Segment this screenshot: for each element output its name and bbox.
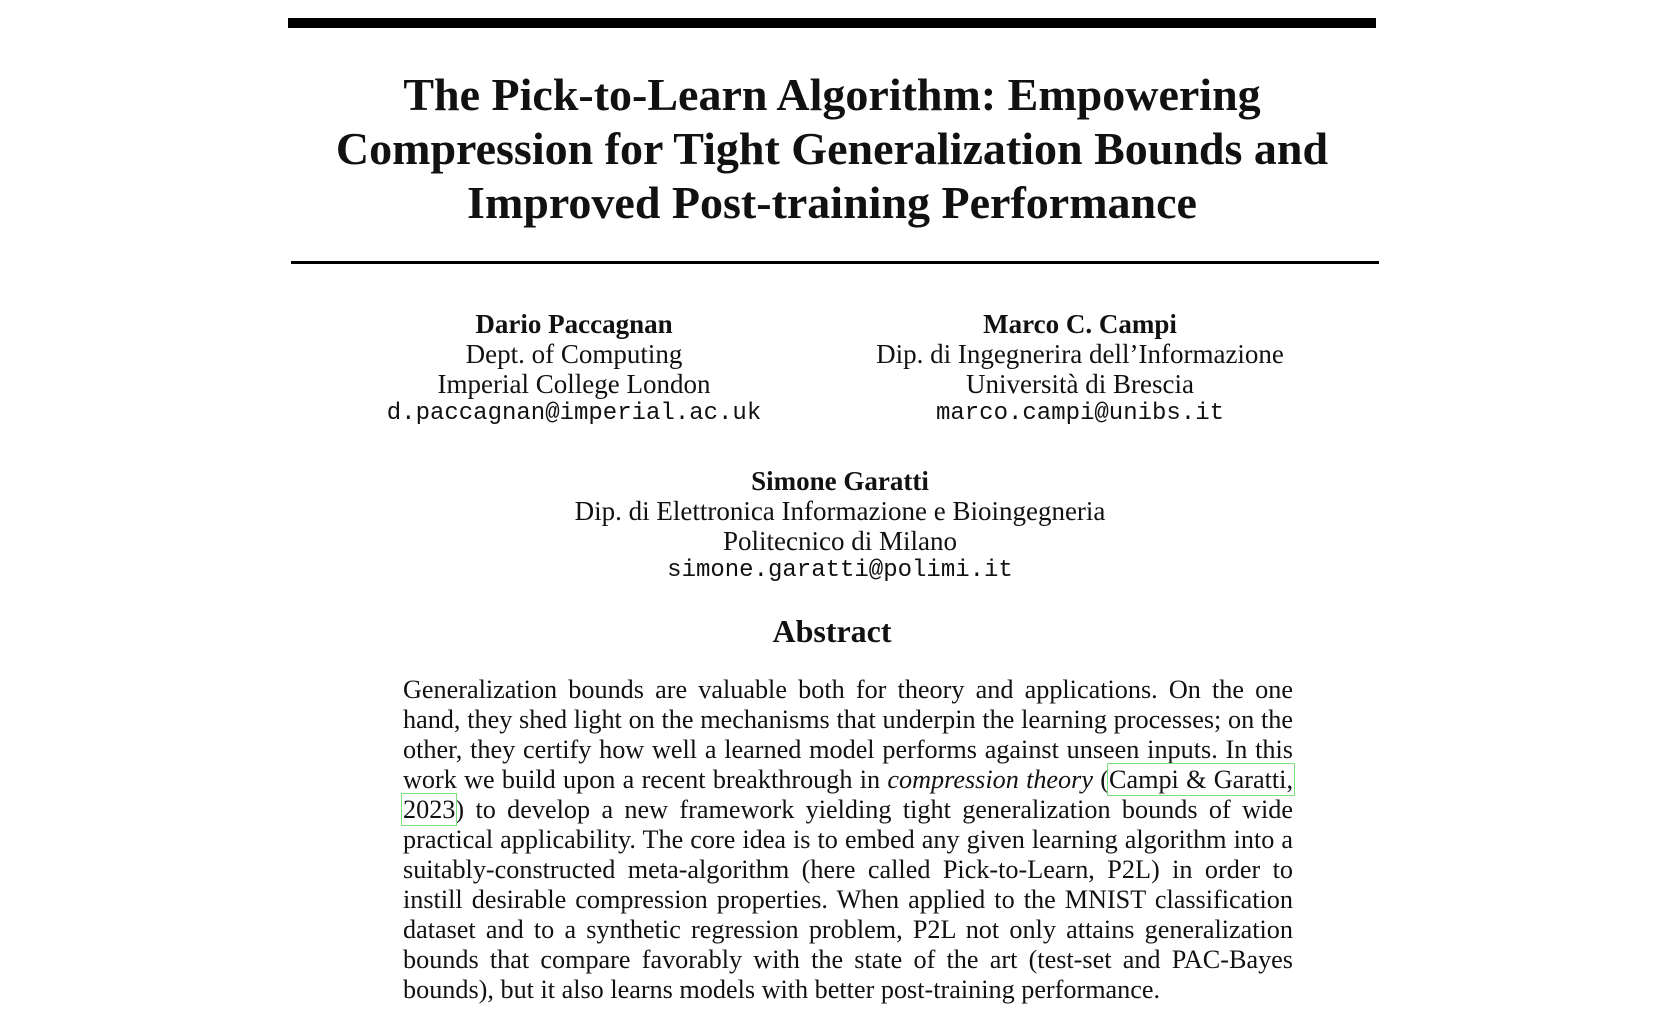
author-block-garatti (530, 466, 1150, 586)
author-dept: Dip. di Elettronica Informazione e Bioingegneria (574, 496, 1106, 526)
citation-link[interactable]: Campi & Garatti, (1108, 765, 1293, 794)
author-email[interactable]: marco.campi@unibs.it (935, 400, 1225, 427)
abstract-heading: Abstract (772, 613, 892, 649)
abstract-text: ) to develop a new framework yielding tight generalization bounds of wide practical applicability. The core idea is to embed any given learning algorithm into a suitably-constructed meta-algorithm (here called Pick-to-Learn, P2L) in order to instill desirable compression properties. When applied to the MNIST classification dataset and to a synthetic regression problem, P2L not only attains generalization bounds that compare favorably with the state of the art (test-set and PAC-Bayes bounds), but it also learns models with better post-training performance. (403, 795, 1293, 1004)
author-institution: Università di Brescia (966, 369, 1194, 399)
top-rule (288, 18, 1376, 28)
author-name: Dario Paccagnan (475, 309, 673, 339)
author-block-campi (850, 309, 1310, 429)
author-dept: Dept. of Computing (465, 339, 683, 369)
abstract-body (403, 675, 1293, 1005)
author-email[interactable]: simone.garatti@polimi.it (667, 557, 1013, 584)
citation-link-year[interactable]: 2023 (403, 795, 456, 824)
author-institution: Politecnico di Milano (723, 526, 957, 556)
author-name: Simone Garatti (751, 466, 929, 496)
abstract-text: Generalization bounds are valuable both for theory and applications. On the one hand, they shed light on the mechanisms that underpin the learning processes; on the other, they certify how well a learned model performs against unseen inputs. In this work we build upon a recent breakthrough in (403, 675, 1293, 794)
author-email[interactable]: d.paccagnan@imperial.ac.uk (386, 400, 762, 427)
author-institution: Imperial College London (437, 369, 711, 399)
author-dept: Dip. di Ingegnerira dell’Informazione (876, 339, 1284, 369)
paper-title: The Pick-to-Learn Algorithm: Empowering Compression for Tight Generalization Bounds and Improved Post-training Performance (335, 69, 1329, 228)
author-block-paccagnan (358, 309, 790, 429)
author-name: Marco C. Campi (983, 309, 1177, 339)
abstract-emphasis: compression theory (887, 765, 1093, 794)
title-rule (291, 261, 1379, 264)
abstract-text: ( (1092, 765, 1109, 794)
